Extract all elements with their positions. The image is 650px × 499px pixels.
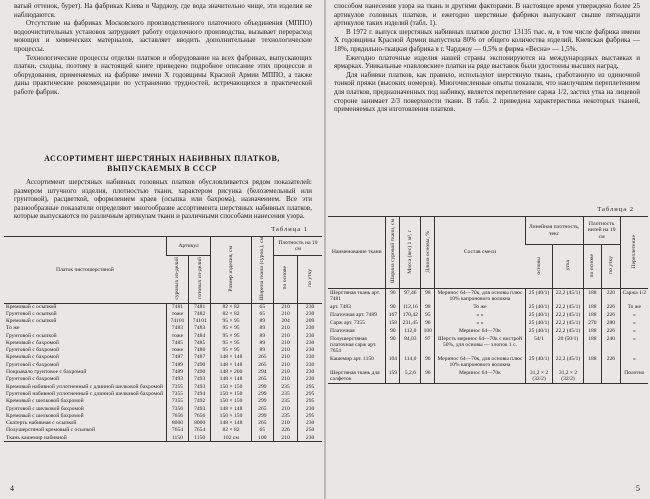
table-cell: 112,0 — [400, 327, 421, 335]
table-cell: » — [620, 355, 648, 369]
body-paragraph: Ассортимент шерстяных набивных головных платков обусловливается рядом показателей: размером штучного изделия, плотностью ткани, характером рисунка (белоземельный или грунтовой), расцветкой, оформлением краев (осыпка или бахрома), назначением. Все эти разнообразные показатели определяют многообразие ассортимента шерстяных набивных платков, которые выпускаются по различным артикулам ткани и различными способами нанесения узора. — [14, 178, 312, 221]
table-cell — [602, 369, 621, 384]
table-cell: 150 × 150 — [211, 413, 251, 420]
table-row — [328, 335, 648, 355]
table-row — [4, 384, 322, 391]
table-cell: 148 × 148 — [211, 420, 251, 427]
table-cell: 7489 — [166, 362, 188, 369]
table-cell: 226 — [602, 355, 621, 369]
table-row — [328, 319, 648, 327]
table-cell: 74101 — [189, 318, 211, 325]
table-cell: 90 — [386, 335, 400, 355]
table-row — [4, 376, 322, 383]
table2-header-weave: Переплетение — [620, 217, 648, 289]
table-cell: 90 — [386, 289, 400, 304]
table-cell: Грунтовой с осыпкой — [6, 332, 57, 339]
table1-header-size: Размер изделия, см — [211, 237, 251, 304]
table1-header-art-raw: суровых из-делий — [166, 255, 188, 303]
table2-header-dens: Плотность нитей на 10 см — [583, 217, 620, 245]
table2-header-name: Наименование ткани — [328, 217, 386, 289]
table-cell: Платочная — [330, 328, 355, 334]
table-cell: 230 — [298, 347, 322, 354]
table-cell: 1150 — [166, 435, 188, 442]
page-number: 4 — [10, 484, 14, 493]
table-cell: Ткань кашемир набивной — [4, 435, 166, 442]
table-cell: » — [620, 335, 648, 355]
table-cell: 7485 — [166, 340, 188, 347]
table-cell: 89 — [251, 333, 273, 340]
right-page — [326, 0, 650, 499]
table-row — [328, 355, 648, 369]
table-cell: 299 — [251, 384, 273, 391]
table-cell: 7490 — [189, 369, 211, 376]
table-cell: 112,16 — [400, 303, 421, 311]
table1-header-weft: по утку — [298, 255, 322, 303]
table-row — [4, 427, 322, 434]
table-cell: 230 — [298, 311, 322, 318]
table-cell: 95 × 95 — [211, 340, 251, 347]
table-cell: 7656 — [189, 413, 211, 420]
table-cell: 74101 — [166, 318, 188, 325]
table-cell: 7494 — [189, 391, 211, 398]
table-cell: 98 — [421, 303, 435, 311]
table-cell: 148 × 200 — [211, 369, 251, 376]
table-cell: 240 — [602, 335, 621, 355]
table-cell: Грунтовой с осыпкой — [6, 310, 57, 317]
table-cell: 98 — [421, 289, 435, 304]
table-cell: 150 × 150 — [211, 398, 251, 405]
table-cell: 7656 — [166, 413, 188, 420]
table-cell: 114,0 — [400, 355, 421, 369]
table-cell: Грунтовой с шелковой бахромой — [6, 405, 84, 412]
intro-text — [14, 2, 312, 97]
table-cell: 170,42 — [400, 311, 421, 319]
table-cell: 210 — [273, 347, 297, 354]
table-cell: 265 — [251, 354, 273, 361]
table-cell: 295 — [298, 413, 322, 420]
table-cell: 150 × 150 — [211, 384, 251, 391]
table-cell: 230 — [298, 420, 322, 427]
table-cell: 90 — [386, 303, 400, 311]
table-row — [328, 289, 648, 304]
intro-paragraph: ватый оттенок, бурет). На фабриках Клева и Чарджоу, где вода значительно чище, эти изделия не наблюдаются. — [14, 2, 312, 19]
table-cell: 7355 — [166, 391, 188, 398]
table-cell: Полотно — [620, 369, 648, 384]
table-cell: Покрывало грунтовое с бахромой — [6, 369, 87, 376]
table-cell: 265 — [251, 420, 273, 427]
table-cell: Кремовый набивной уплотненный с длинной шелковой бахромой — [6, 383, 163, 390]
table-cell: Сарж арт. 7355 — [330, 320, 365, 326]
table-cell: 65 — [251, 427, 273, 434]
table-cell: 220 — [602, 289, 621, 304]
table-cell: 265 — [251, 406, 273, 413]
table-cell: 7356 — [166, 406, 188, 413]
table-cell: Кашемир арт. 1150 — [330, 356, 374, 362]
table-cell: 89 — [251, 340, 273, 347]
table-cell: 250 — [298, 427, 322, 434]
table-cell: » — [620, 327, 648, 335]
table-row — [4, 369, 322, 376]
table-cell: Кремовый с шелковой бахромой — [6, 398, 84, 405]
table-cell: 7485 — [189, 340, 211, 347]
table-cell: 235 — [273, 384, 297, 391]
intro-paragraph: Технологические процессы отделки платков и оборудование на всех фабриках, выпускающих платки, сходны, поэтому в настоящей книге приведено подробное описание этих процессов и оборудования, применяемых на фабрике имени X годовщины Красной Армии МППО, а также даны практические рекомендации по устранению трудностей, встречающихся в практической работе фабрик. — [14, 53, 312, 96]
table2-header-mass: Масса (вес) 1 м², г — [400, 217, 421, 289]
table-cell: 22,2 (45/1) — [553, 289, 583, 304]
table-row — [328, 303, 648, 311]
table-cell: 230 — [298, 325, 322, 332]
table-cell: 159 — [386, 369, 400, 384]
table-cell: 82 × 82 — [211, 311, 251, 318]
table-cell: Грунтовой с бахромой — [6, 376, 60, 383]
table2-label: Таблица 2 — [597, 206, 634, 213]
table-cell: Меринос 64—70к — [435, 369, 525, 384]
table-cell: 226 — [602, 311, 621, 319]
table-cell: 102 см — [211, 435, 251, 442]
table-cell: 210 — [273, 333, 297, 340]
table-row — [4, 420, 322, 427]
page-number: 5 — [636, 484, 640, 493]
table2-header-comp: Состав смеси — [435, 217, 525, 289]
table-cell: 210 — [273, 325, 297, 332]
table-cell: 230 — [298, 406, 322, 413]
table2-header-linear: Линейная плотность, текс — [525, 217, 583, 245]
table-cell: 1150 — [189, 435, 211, 442]
table-cell: 150 × 150 — [211, 391, 251, 398]
table-cell: 210 — [273, 376, 297, 383]
table-cell: 7654 — [166, 427, 188, 434]
table-cell: 84,03 — [400, 335, 421, 355]
table-cell: 167 — [386, 311, 400, 319]
table-cell: тоже — [166, 311, 188, 318]
table-cell: 210 — [273, 303, 297, 310]
table-cell: 7493 — [189, 384, 211, 391]
table-cell: 25 (40/1) — [525, 303, 553, 311]
table-cell: 65 — [251, 311, 273, 318]
table-cell: 230 — [298, 303, 322, 310]
table-cell: 96 — [421, 319, 435, 327]
table-cell: 230 — [298, 435, 322, 442]
table-cell: Саржа 1/2 — [620, 289, 648, 304]
table-cell: 7493 — [166, 376, 188, 383]
table-cell: 25 (40/1) — [525, 327, 553, 335]
table-cell: 230 — [298, 354, 322, 361]
table-cell: 235 — [273, 398, 297, 405]
table-cell: 7490 — [189, 362, 211, 369]
table-cell: 188 — [583, 289, 602, 304]
table-cell: 89 — [251, 318, 273, 325]
table-cell: » — [620, 311, 648, 319]
table-cell: То же — [6, 325, 20, 332]
table-cell: 25 (40/1) — [525, 289, 553, 304]
table1-header-width: Ширина ткани (суров.), см — [251, 237, 273, 304]
intro-paragraph: Отсутствие на фабриках Московского производственного платочного объединения (МППО) водоочистительных установок затрудняет работу отделочного производства, вызывает перерасход моющих и химических материалов, заставляет вводить дополнительные технологические процессы. — [14, 19, 312, 53]
table-cell — [583, 369, 602, 384]
table-cell: 148 × 148 — [211, 376, 251, 383]
table-cell: 5,2,6 — [400, 369, 421, 384]
table-cell: 20 (50/1) — [553, 335, 583, 355]
table-row — [4, 303, 322, 310]
table-cell: 210 — [273, 340, 297, 347]
table-cell: 210 — [273, 420, 297, 427]
table-cell: 299 — [251, 413, 273, 420]
right-paragraph: Ежегодно платочные изделия нашей страны экспонируются на международных выставках и ярмарках. Уникальные «павловские» платки на ряде выставок были удостоены высших наград. — [334, 53, 640, 71]
heading-line: АССОРТИМЕНТ ШЕРСТЯНЫХ НАБИВНЫХ ПЛАТКОВ, — [44, 154, 280, 163]
table2-header-width: Ширина суровой ткани, см — [386, 217, 400, 289]
table-cell: Шерстяная ткань арт. 7481 — [330, 290, 381, 302]
table-cell: 100 — [421, 327, 435, 335]
table-cell: 7487 — [189, 354, 211, 361]
table-cell: 7654 — [189, 427, 211, 434]
table-cell: 188 — [583, 311, 602, 319]
table-cell: 7492 — [189, 398, 211, 405]
table-cell: 104 — [386, 355, 400, 369]
table-cell: 95 × 95 — [211, 325, 251, 332]
table-cell: 148 × 148 — [211, 362, 251, 369]
body-text — [14, 178, 312, 221]
table-cell: 230 — [298, 362, 322, 369]
table-cell: 7483 — [189, 325, 211, 332]
table-cell: 25 (40/1) — [525, 319, 553, 327]
table-row — [4, 398, 322, 405]
left-page — [0, 0, 324, 499]
table1-label: Таблица 1 — [271, 226, 308, 233]
table2 — [328, 216, 648, 384]
table-cell: 148 × 148 — [211, 354, 251, 361]
table-cell: 210 — [273, 369, 297, 376]
table-cell: 95 × 95 — [211, 318, 251, 325]
table-cell: 265 — [251, 362, 273, 369]
table-cell: Грунтовой с бахромой — [6, 361, 60, 368]
table-row — [4, 347, 322, 354]
table1-header-article: Артикул — [166, 237, 210, 256]
table-cell: 210 — [273, 362, 297, 369]
table-cell: 7486 — [189, 347, 211, 354]
table-cell: 22,2 (45/1) — [553, 319, 583, 327]
table-row — [4, 413, 322, 420]
right-paragraph: В 1972 г. выпуск шерстяных набивных платков достиг 13135 тыс. м, в том числе фабрика имени X годовщины Красной Армии выпустила 80% от общего количества изделий, Киевская фабрика — 18%, прядильно-ткацкая фабрика в г. Чарджоу — 0,5% и фирма «Весна» — 1,5%. — [334, 27, 640, 53]
table-cell: 54/1 — [525, 335, 553, 355]
table-cell: 299 — [251, 391, 273, 398]
table-cell: 235 — [273, 391, 297, 398]
table-row — [4, 391, 322, 398]
table2-header-dwarp: по основе — [583, 245, 602, 289]
table-cell: 82 × 82 — [211, 427, 251, 434]
table-cell: » — [620, 319, 648, 327]
table-cell: Меринос 64—70к, для основы плюс 10% капронового волокна — [435, 355, 525, 369]
table-cell: тоже — [166, 347, 188, 354]
table-row — [4, 406, 322, 413]
table-cell: 7487 — [166, 354, 188, 361]
table-cell: 7481 — [189, 303, 211, 310]
table-cell: 65 — [251, 303, 273, 310]
table-cell: 210 — [273, 311, 297, 318]
table1-header-density: Плотность на 10 см — [273, 237, 322, 256]
table-cell: 7355 — [166, 384, 188, 391]
table-cell: 235 — [273, 413, 297, 420]
table-cell: 7493 — [189, 376, 211, 383]
table-cell: 295 — [298, 398, 322, 405]
table-cell: 8000 — [166, 420, 188, 427]
table-cell: Полушерстяной кремовый с осыпкой — [6, 427, 95, 434]
table-cell: 226 — [602, 327, 621, 335]
table-cell: 95 — [421, 311, 435, 319]
table-cell: 188 — [583, 303, 602, 311]
table-cell: 96 — [421, 369, 435, 384]
table-cell: 158 — [386, 319, 400, 327]
table-cell: 210 — [273, 354, 297, 361]
table-cell: 280 — [602, 319, 621, 327]
table-cell: 230 — [298, 340, 322, 347]
table2-header-length: Длина основы, % — [421, 217, 435, 289]
right-text — [334, 2, 640, 114]
table-cell: 22,2 (45/1) — [553, 327, 583, 335]
table-cell: 299 — [251, 398, 273, 405]
table1-header-name: Платок чистошерстяной — [4, 237, 166, 304]
table-cell: Кремовый с осыпкой — [6, 303, 57, 310]
table-cell: 100 — [251, 435, 273, 442]
table1-header-warp: по основе — [273, 255, 297, 303]
table-cell: То же — [435, 303, 525, 311]
table-cell: 97 — [421, 335, 435, 355]
table-cell: 22,2 (45/1) — [553, 355, 583, 369]
table-cell: Меринос 64—70к, для основы плюс 10% капронового волокна — [435, 289, 525, 304]
table-cell: 31,2 × 2 (32/2) — [525, 369, 553, 384]
table-cell: 7484 — [189, 333, 211, 340]
table-cell: 22,2 (45/1) — [553, 303, 583, 311]
table-cell: 210 — [273, 435, 297, 442]
table-row — [4, 333, 322, 340]
table-cell: 89 — [251, 347, 273, 354]
table-cell: Кремовый с бахромой — [6, 339, 59, 346]
table-cell: Грунтовой с бахромой — [6, 347, 60, 354]
table-cell: 230 — [298, 376, 322, 383]
table-row — [4, 354, 322, 361]
table-cell: 7482 — [189, 311, 211, 318]
table-cell: тоже — [166, 333, 188, 340]
right-paragraph: Для набивки платков, как правило, используют шерстяную ткань, сработанную из одиночной тонкой пряжи (высоких номеров). Многочисленные опыты показали, что наилучшим переплетением для платков, предназначенных под набивку, является переплетение саржа 1/2, застил утка на лицевой стороне занимает 2/3 поверхности ткани. В табл. 2 приведена характеристика некоторых тканей, применяемых для изготовления платков. — [334, 70, 640, 114]
table-cell: 226 — [273, 427, 297, 434]
table-row — [4, 362, 322, 369]
table-cell: 204 — [273, 318, 297, 325]
table-row — [4, 435, 322, 442]
table-cell: 95 × 95 — [211, 347, 251, 354]
table-cell: 230 — [298, 369, 322, 376]
table-cell: То же — [620, 303, 648, 311]
table-row — [328, 311, 648, 319]
table-cell: 188 — [583, 335, 602, 355]
table-cell: 25 (40/1) — [525, 311, 553, 319]
table-cell: Кремовый с осыпкой — [6, 317, 57, 324]
table-cell: 25 (40/1) — [525, 355, 553, 369]
table-cell: 7355 — [166, 398, 188, 405]
table-cell: » » — [435, 319, 525, 327]
table-cell: 95 × 95 — [211, 333, 251, 340]
table-cell: 226 — [602, 303, 621, 311]
table-cell: 188 — [583, 355, 602, 369]
table-cell: 7489 — [166, 369, 188, 376]
table-cell: 188 — [583, 327, 602, 335]
table-row — [4, 340, 322, 347]
table-cell: 7481 — [166, 303, 188, 310]
heading-line: ВЫПУСКАЕМЫХ В СССР — [107, 164, 217, 173]
table-cell: 97,46 — [400, 289, 421, 304]
table-cell: 89 — [251, 325, 273, 332]
table-cell: 210 — [273, 406, 297, 413]
table-cell: Грунтовой набивной уплотненный с длинной шелковой бахромой — [6, 390, 164, 397]
table-cell: Скатерть набивная с осыпкой — [6, 420, 77, 427]
table-cell: Кремовый с бахромой — [6, 354, 59, 361]
table-cell: 8000 — [189, 420, 211, 427]
table-cell: 295 — [298, 391, 322, 398]
table-row — [4, 318, 322, 325]
table-cell: 270 — [583, 319, 602, 327]
table-cell: арт. 7483 — [330, 304, 351, 310]
table-row — [4, 311, 322, 318]
table-cell: 148 × 148 — [211, 406, 251, 413]
table2-header-lweft: утка — [553, 245, 583, 289]
table-cell: » » — [435, 311, 525, 319]
table-cell: 7493 — [189, 406, 211, 413]
table-cell: Полушерстяная платочная сарж арт. 7654 — [330, 336, 377, 354]
section-heading — [20, 154, 304, 174]
table-cell: 295 — [298, 384, 322, 391]
table-cell: 82 × 82 — [211, 303, 251, 310]
table-row — [328, 327, 648, 335]
table2-header-lwarp: основы — [525, 245, 553, 289]
table-cell: 294 — [251, 369, 273, 376]
table-cell: 265 — [251, 376, 273, 383]
right-paragraph: способом нанесения узора на ткань и другими факторами. В настоящее время утверждено более 25 артикулов головных платков, и ежегодно шерстяные фабрики выпускают свыше пятнадцати артикулов таких изделий (табл. 1). — [334, 2, 640, 28]
table-row — [4, 325, 322, 332]
table1-header-art-fin: готовых из-делий — [189, 255, 211, 303]
table-row — [328, 369, 648, 384]
table1 — [4, 236, 322, 442]
table-cell: Шерсть меринос 64—70к с вистрой 50%, для основы — хлопок 1 с. — [435, 335, 525, 355]
table-cell: Кремовый с шелковой бахромой — [6, 412, 84, 419]
table-cell: 22,2 (45/1) — [553, 311, 583, 319]
table-cell: 230 — [298, 333, 322, 340]
table-cell: 209 — [298, 318, 322, 325]
table-cell: 31,2 × 2 (32/2) — [553, 369, 583, 384]
table-cell: Платочная арт. 7489 — [330, 312, 377, 318]
table-cell: 96 — [421, 355, 435, 369]
table-cell: Меринос 64—70к — [435, 327, 525, 335]
table-cell: Шерстяная ткань для салфеток — [328, 369, 386, 384]
table2-header-dweft: по утку — [602, 245, 621, 289]
table-cell: 7483 — [166, 325, 188, 332]
table-cell: 90 — [386, 327, 400, 335]
table-cell: 231,45 — [400, 319, 421, 327]
